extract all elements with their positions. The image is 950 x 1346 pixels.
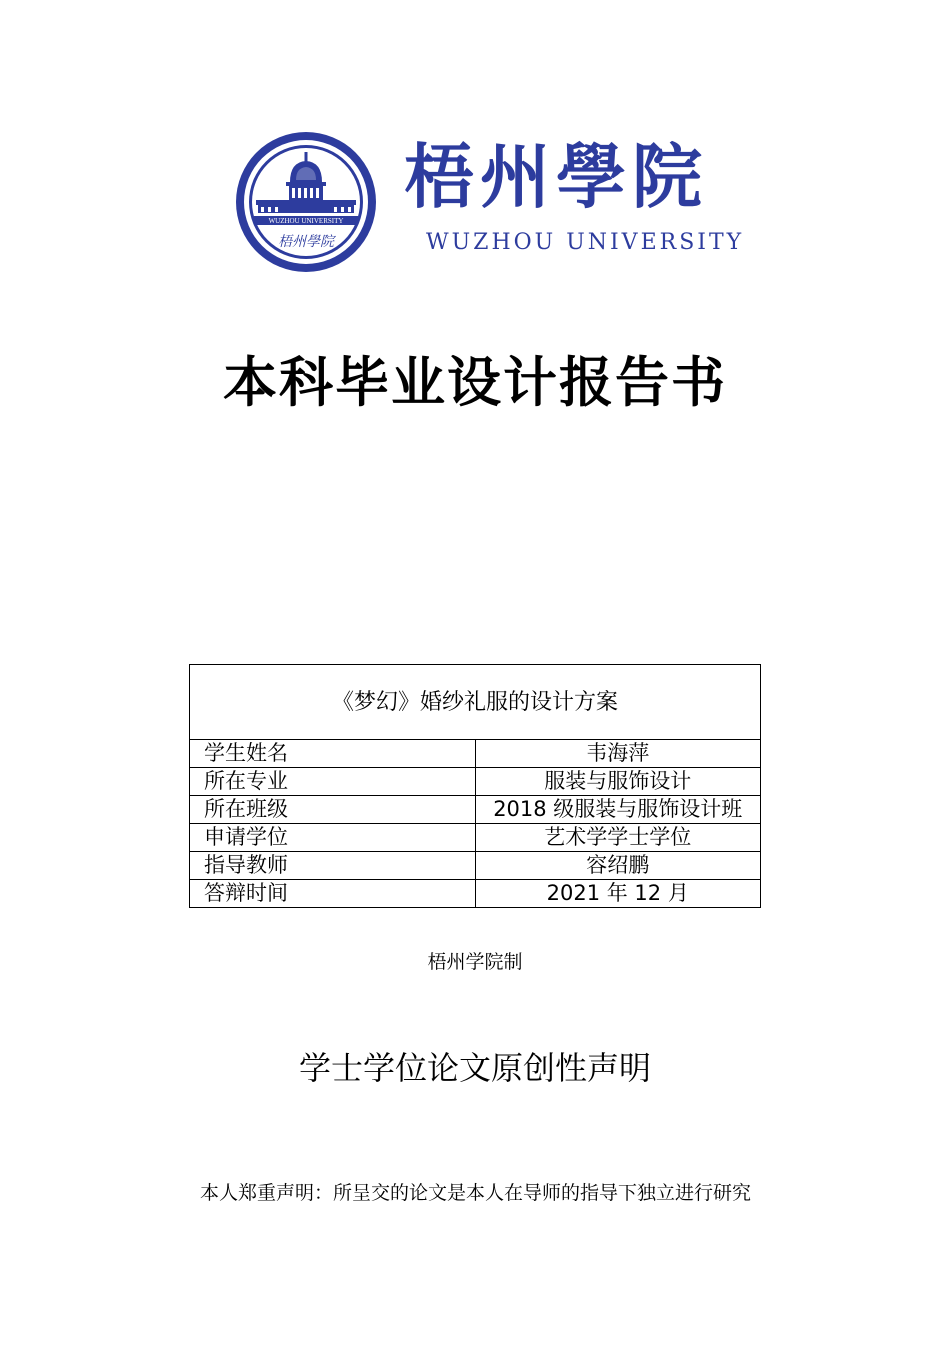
major-label: 所在专业 [190,768,476,796]
project-title-row [190,665,761,740]
table-row [190,880,761,908]
table-row [190,852,761,880]
svg-text:WUZHOU UNIVERSITY: WUZHOU UNIVERSITY [268,217,344,225]
university-seal-icon [234,130,378,274]
info-table [189,664,761,908]
advisor-value: 容绍鹏 [475,852,761,880]
degree-label: 申请学位 [190,824,476,852]
report-title: 本科毕业设计报告书 [223,351,727,414]
university-name-english: WUZHOU UNIVERSITY [426,230,745,255]
defense-date-value: 2021 年 12 月 [475,880,761,908]
declaration-title: 学士学位论文原创性声明 [298,1049,651,1087]
student-name-value: 韦海萍 [475,740,761,768]
table-row [190,796,761,824]
student-name-label: 学生姓名 [190,740,476,768]
table-row [190,768,761,796]
project-title: 《梦幻》婚纱礼服的设计方案 [190,665,761,740]
advisor-label: 指导教师 [190,852,476,880]
degree-value: 艺术学学士学位 [475,824,761,852]
declaration-body: 本人郑重声明：所呈交的论文是本人在导师的指导下独立进行研究 [200,1182,752,1204]
major-value: 服装与服饰设计 [475,768,761,796]
university-name-chinese: 梧州學院 [404,135,708,218]
defense-date-label: 答辩时间 [190,880,476,908]
table-row [190,824,761,852]
class-label: 所在班级 [190,796,476,824]
made-by: 梧州学院制 [427,951,523,973]
table-row [190,740,761,768]
university-logo [234,130,745,270]
class-value: 2018 级服装与服饰设计班 [475,796,761,824]
svg-text:梧州學院: 梧州學院 [278,234,334,250]
